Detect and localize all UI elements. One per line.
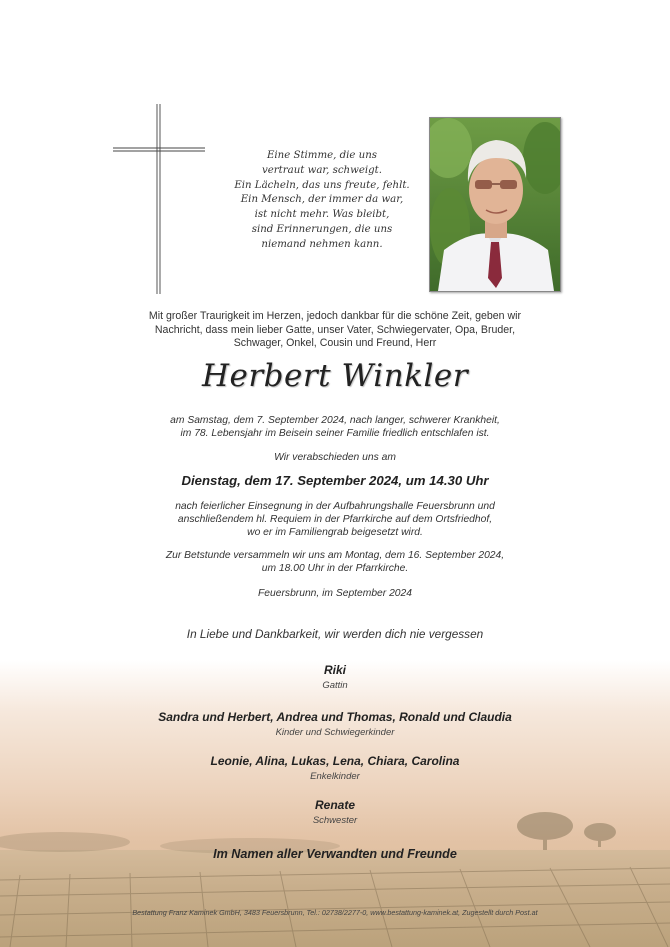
farewell-text: Wir verabschieden uns am (274, 452, 396, 463)
mourner-names: Renate (314, 798, 355, 812)
death-notice (0, 414, 670, 440)
closing-line: Im Namen aller Verwandten und Freunde (213, 847, 457, 861)
prayer-line: um 18.00 Uhr in der Pfarrkirche. (261, 563, 409, 575)
prayer-line: Zur Betstunde versammeln wir uns am Montag, dem 16. September 2024, (165, 550, 505, 561)
death-notice-line: am Samstag, dem 7. September 2024, nach langer, schwerer Krankheit, (170, 415, 500, 426)
portrait-image (430, 118, 560, 291)
mourner-role: Enkelkinder (310, 771, 360, 782)
portrait-photo (429, 117, 561, 292)
mourner-group (0, 798, 670, 826)
intro-text (0, 310, 670, 351)
poem-line: Ein Mensch, der immer da war, (240, 194, 404, 206)
mourner-names: Leonie, Alina, Lukas, Lena, Chiara, Carolina (210, 754, 460, 768)
intro-line: Schwager, Onkel, Cousin und Freund, Herr (233, 337, 437, 350)
deceased-name: Herbert Winkler (201, 358, 469, 394)
ceremony-line: anschließendem hl. Requiem in der Pfarrkirche auf dem Ortsfriedhof, (177, 514, 493, 526)
footer-imprint: Bestattung Franz Kaminek GmbH, 3483 Feuersbrunn, Tel.: 02738/2277-0, www.bestattung-kaminek.at, Zugestellt durch Post.at (132, 908, 538, 917)
poem-line: sind Erinnerungen, die uns (251, 223, 393, 235)
place-date: Feuersbrunn, im September 2024 (258, 588, 412, 599)
poem-line: Eine Stimme, die uns (266, 150, 378, 161)
mourner-names: Sandra und Herbert, Andrea und Thomas, Ronald und Claudia (158, 710, 512, 724)
mourner-role: Gattin (322, 680, 348, 691)
mourner-group (0, 710, 670, 738)
poem-line: ist nicht mehr. Was bleibt, (254, 209, 390, 221)
mourner-role: Schwester (312, 815, 358, 826)
mourner-group (0, 754, 670, 782)
ceremony-text (0, 500, 670, 540)
love-line: In Liebe und Dankbarkeit, wir werden dich nie vergessen (186, 627, 484, 641)
death-notice-line: im 78. Lebensjahr im Beisein seiner Familie friedlich entschlafen ist. (180, 428, 490, 440)
cross-icon (113, 104, 205, 294)
mourner-group (0, 663, 670, 691)
ceremony-line: nach feierlicher Einsegnung in der Aufbahrungshalle Feuersbrunn und (175, 501, 495, 512)
poem (232, 149, 412, 253)
poem-line: niemand nehmen kann. (261, 238, 383, 250)
ceremony-line: wo er im Familiengrab beigesetzt wird. (247, 527, 423, 539)
poem-line: Ein Lächeln, das uns freute, fehlt. (234, 179, 410, 191)
funeral-date: Dienstag, dem 17. September 2024, um 14.30 Uhr (181, 473, 489, 488)
intro-line: Nachricht, dass mein lieber Gatte, unser Vater, Schwiegervater, Opa, Bruder, (154, 323, 516, 336)
poem-line: vertraut war, schweigt. (262, 164, 382, 176)
intro-line: Mit großer Traurigkeit im Herzen, jedoch dankbar für die schöne Zeit, geben wir (148, 310, 522, 322)
prayer-service-text (0, 549, 670, 575)
mourner-names: Riki (323, 663, 346, 677)
mourner-role: Kinder und Schwiegerkinder (275, 727, 395, 738)
